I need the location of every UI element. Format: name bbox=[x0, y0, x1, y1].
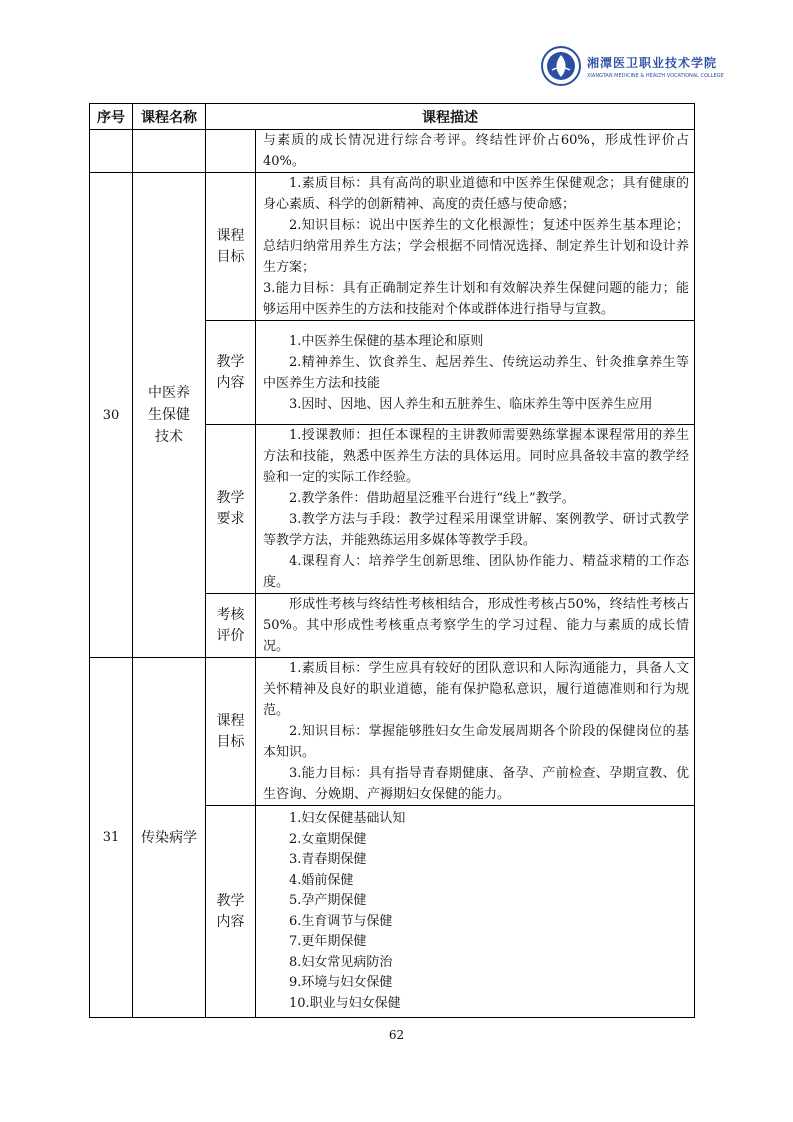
continuation-num-cell bbox=[90, 130, 133, 173]
course31-goal-knowledge: 2.知识目标：掌握能够胜妇女生命发展周期各个阶段的保健岗位的基本知识。 bbox=[263, 724, 689, 760]
course31-content-item: 9.环境与妇女保健 bbox=[289, 975, 393, 990]
course30-assess-desc bbox=[256, 594, 695, 658]
continuation-name-cell bbox=[133, 130, 206, 173]
course30-number: 30 bbox=[90, 173, 133, 658]
table-row-course30-goals bbox=[90, 173, 695, 321]
continuation-text: 与素质的成长情况进行综合考评。终结性评价占60%，形成性评价占40%。 bbox=[263, 133, 689, 169]
course31-name: 传染病学 bbox=[133, 658, 206, 1018]
course31-goals-desc bbox=[256, 658, 695, 806]
course30-name-cell bbox=[133, 173, 206, 658]
college-emblem-icon bbox=[541, 46, 581, 86]
logo-english-name: XIANGTAN MEDICINE & HEALTH VOCATIONAL COLLEGE bbox=[587, 72, 724, 79]
course30-content-label-cell bbox=[206, 321, 256, 425]
header-course-name: 课程名称 bbox=[133, 104, 206, 130]
course30-content-item: 2.精神养生、饮食养生、起居养生、传统运动养生、针灸推拿养生等中医养生方法和技能 bbox=[263, 354, 689, 391]
course30-req-item: 2.教学条件：借助超星泛雅平台进行“线上”教学。 bbox=[289, 491, 575, 506]
course30-goals-desc bbox=[256, 173, 695, 321]
course31-content-item: 7.更年期保健 bbox=[289, 934, 367, 949]
course31-goals-label-cell bbox=[206, 658, 256, 806]
course30-req-desc bbox=[256, 425, 695, 594]
logo-chinese-name: 湘潭医卫职业技术学院 bbox=[587, 55, 718, 70]
table-header-row bbox=[90, 104, 695, 130]
course30-req-item: 3.教学方法与手段：教学过程采用课堂讲解、案例教学、研讨式教学等教学方法，并能熟练运用多媒体等教学手段。 bbox=[263, 512, 689, 548]
course31-content-item: 5.孕产期保健 bbox=[289, 893, 367, 908]
college-logo bbox=[541, 44, 751, 88]
course31-content-label: 教学内容 bbox=[216, 892, 245, 930]
course31-content-item: 3.青春期保健 bbox=[289, 852, 367, 867]
course30-req-item: 1.授课教师：担任本课程的主讲教师需要熟练掌握本课程常用的养生方法和技能，熟悉中医养生方法的具体运用。同时应具备较丰富的教学经验和一定的实际工作经验。 bbox=[263, 428, 689, 485]
course30-goal-knowledge: 2.知识目标：说出中医养生的文化根源性；复述中医养生基本理论；总结归纳常用养生方法；学会根据不同情况选择、制定养生计划和设计养生方案； bbox=[263, 218, 689, 275]
continuation-label-cell bbox=[206, 130, 256, 173]
course31-content-label-cell bbox=[206, 806, 256, 1018]
course30-assess-label: 考核评价 bbox=[216, 606, 245, 644]
course31-goals-label: 课程目标 bbox=[216, 712, 245, 750]
course30-content-item: 1.中医养生保健的基本理论和原则 bbox=[289, 333, 484, 349]
course-table bbox=[89, 103, 695, 1018]
continuation-desc-cell bbox=[256, 130, 695, 173]
table-row-course31-goals bbox=[90, 658, 695, 806]
course30-goal-ability: 3.能力目标：具有正确制定养生计划和有效解决养生保健问题的能力；能够运用中医养生的方法和技能对个体或群体进行指导与宣教。 bbox=[263, 281, 689, 317]
course31-number: 31 bbox=[90, 658, 133, 1018]
course31-content-item: 8.妇女常见病防治 bbox=[289, 954, 393, 970]
table-row-continuation bbox=[90, 130, 695, 173]
course30-content-desc bbox=[256, 321, 695, 425]
course30-goal-quality: 1.素质目标：具有高尚的职业道德和中医养生保健观念；具有健康的身心素质、科学的创新精神、高度的责任感与使命感； bbox=[263, 176, 689, 212]
course31-content-item: 4.婚前保健 bbox=[289, 872, 354, 888]
course31-content-desc bbox=[256, 806, 695, 1018]
course31-content-item: 10.职业与妇女保健 bbox=[289, 995, 401, 1011]
course30-req-item: 4.课程育人：培养学生创新思维、团队协作能力、精益求精的工作态度。 bbox=[263, 554, 689, 590]
course30-assess-text: 形成性考核与终结性考核相结合，形成性考核占50%，终结性考核占50%。其中形成性考核重点考察学生的学习过程、能力与素质的成长情况。 bbox=[263, 597, 689, 654]
header-course-description: 课程描述 bbox=[206, 104, 695, 130]
course30-name: 中医养生保健技术 bbox=[148, 385, 190, 445]
course31-content-item: 6.生育调节与保健 bbox=[289, 913, 393, 929]
course30-content-item: 3.因时、因地、因人养生和五脏养生、临床养生等中医养生应用 bbox=[289, 396, 653, 412]
course31-content-item: 2.女童期保健 bbox=[289, 831, 367, 847]
course30-assess-label-cell bbox=[206, 594, 256, 658]
course31-goal-ability: 3.能力目标：具有指导青春期健康、备孕、产前检查、孕期宣教、优生咨询、分娩期、产褥期妇女保健的能力。 bbox=[263, 766, 689, 802]
course30-req-label: 教学要求 bbox=[216, 490, 245, 527]
course30-req-label-cell bbox=[206, 425, 256, 594]
header-number: 序号 bbox=[90, 104, 133, 130]
course30-goals-label-cell bbox=[206, 173, 256, 321]
course31-content-item: 1.妇女保健基础认知 bbox=[289, 811, 406, 826]
course30-content-label: 教学内容 bbox=[216, 353, 245, 391]
page-number: 62 bbox=[388, 1028, 405, 1042]
course30-goals-label: 课程目标 bbox=[216, 227, 245, 265]
course31-goal-quality: 1.素质目标：学生应具有较好的团队意识和人际沟通能力，具备人文关怀精神及良好的职业道德，能有保护隐私意识，履行道德准则和行为规范。 bbox=[263, 661, 689, 718]
